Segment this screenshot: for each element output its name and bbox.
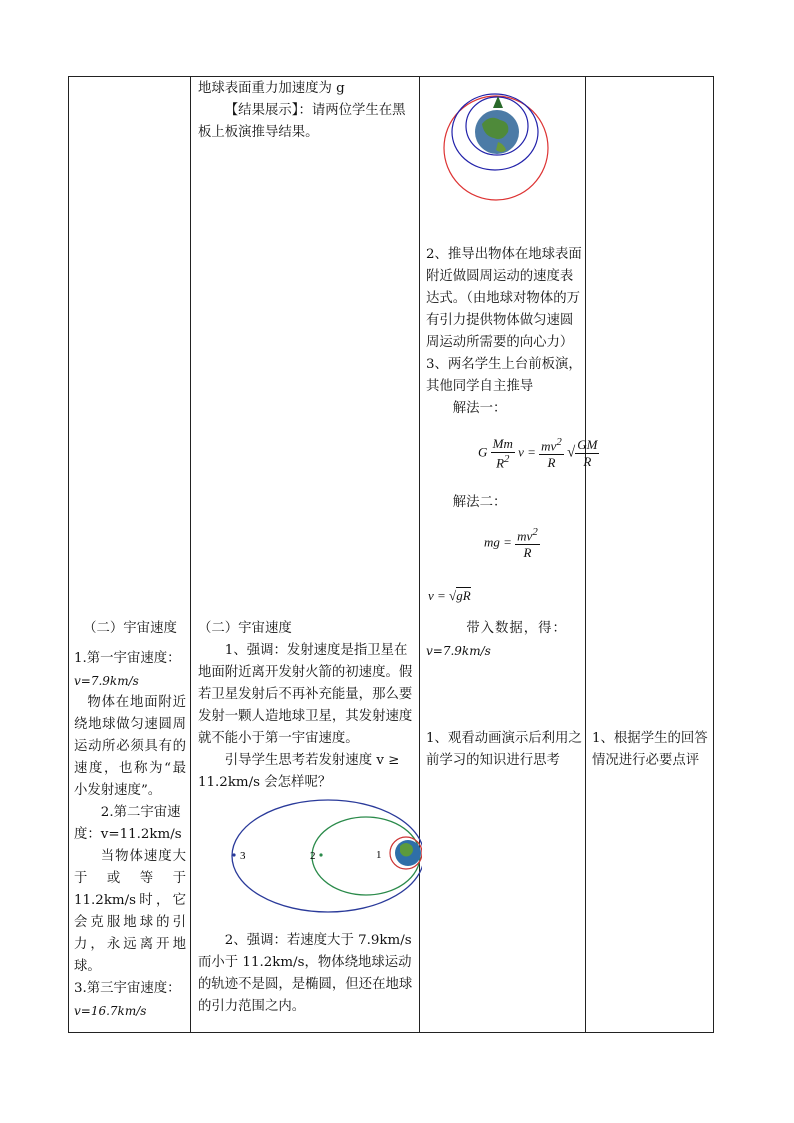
eq3-v: v = [428,588,450,603]
method-2: 解法二： [452,495,507,510]
emphasis-2: 2、强调：若速度大于 7.9km/s 而小于 11.2km/s，物体绕地球运动的轨迹不是圆，是椭圆，但还在地球的引力范围之内。 [198,933,413,1014]
equation-2 [484,526,540,561]
column-divider [190,77,191,1032]
guide-question: 引导学生思考若发射速度 v ≥ 11.2km/s 会怎样呢？ [198,753,400,790]
result-show: 【结果展示】：请两位学生在黑板上板演推导结果。 [198,103,406,140]
teacher-comment: 1、根据学生的回答情况进行必要点评 [592,731,708,768]
eq3-radicand: gR [456,588,471,603]
gravity-line: 地球表面重力加速度为 g [198,81,345,96]
second-cosmic-desc: 当物体速度大于或等于11.2km/s时，它会克服地球的引力，永远离开地球。 [74,849,186,974]
col3-top-text [426,244,584,420]
first-cosmic-label: 1.第一宇宙速度： [74,651,181,666]
substitute-block [426,618,584,662]
emphasis-1: 1、强调：发射速度是指卫星在地面附近离开发射火箭的初速度。假若卫星发射后不再补充能量，那么要发射一颗人造地球卫星，其发射速度就不能小于第一宇宙速度。 [198,643,413,746]
col2-emphasis-2 [198,930,414,1018]
method-2-block [426,492,584,514]
third-cosmic-label: 3.第三宇宙速度： [74,981,181,996]
eq-mv2: $mv^2$ [541,436,562,454]
eq2-mg: mg = [484,534,512,550]
col3-text [426,728,584,772]
equation-1: G $\frac{Mm}{R^2}$ v = $\frac{mv^2}{R}$ √ $\frac{GM}{R}$ [478,436,598,471]
col2-heading: （二）宇宙速度 [198,621,292,636]
first-cosmic-value: v=7.9km/s [74,674,139,688]
second-cosmic-label: 2.第二宇宙速度：v=11.2km/s [74,805,182,842]
earth-orbit-image [440,82,570,206]
first-cosmic-desc: 物体在地面附近绕地球做匀速圆周运动所必须具有的速度，也称为“最小发射速度”。 [74,695,186,798]
eq-R-den: R [583,454,592,470]
eq2-R: R [523,545,532,561]
step-2: 2、推导出物体在地球表面附近做圆周运动的速度表达式。（由地球对物体的万有引力提供物体做匀速圆周运动所需要的向心力） [426,247,582,350]
col2-text [198,618,414,794]
orbit-label-2: 2 [310,850,316,862]
equation-3: v = √gR [428,588,471,603]
eq-Mm: Mm [492,436,513,451]
step-3: 3、两名学生上台前板演，其他同学自主推导 [426,357,582,394]
result-value: v=7.9km/s [426,644,491,658]
orbit-label-1: 1 [376,849,382,861]
observe-text: 1、观看动画演示后利用之前学习的知识进行思考 [426,731,582,768]
method-1: 解法一： [452,401,507,416]
eq-v: v = [518,444,536,460]
col2-top-text [198,78,414,144]
orbit-diagram [228,798,422,916]
eq-G: G [478,444,488,460]
eq2-mv2: $mv^2$ [517,526,538,544]
eq-GM: GM [577,437,598,453]
column-divider [585,77,586,1032]
cosmic-speed-heading: （二）宇宙速度 [83,621,177,636]
col4-text [592,728,710,772]
orbit-label-3: 3 [240,850,246,862]
third-cosmic-value: v=16.7km/s [74,1004,147,1018]
col1-text [74,618,186,1022]
orbit-3 [232,800,422,912]
eq-R2: $R^2$ [496,453,510,471]
substitute-text: 带入数据，得： [466,621,567,636]
eq-R: R [547,455,556,471]
